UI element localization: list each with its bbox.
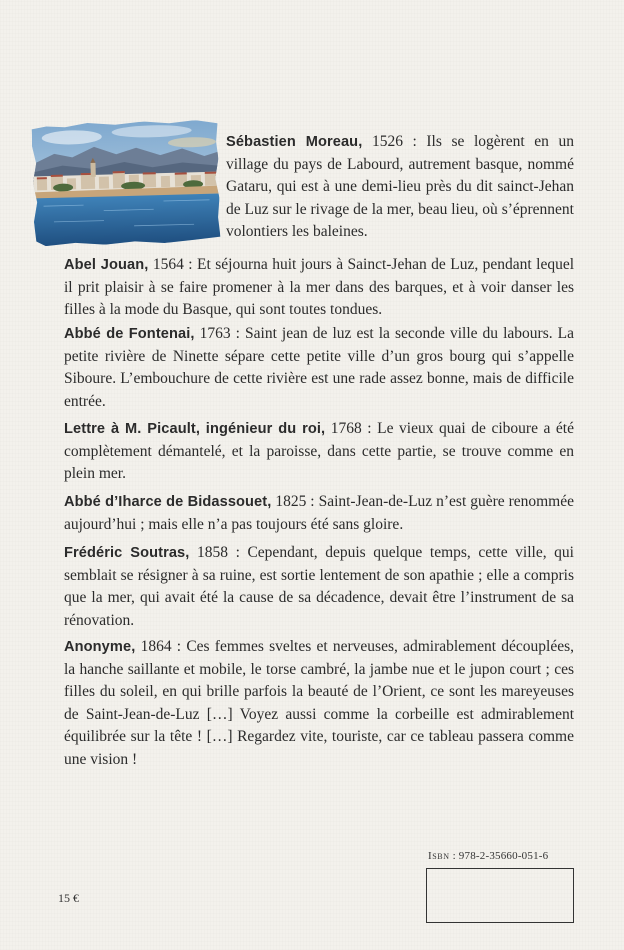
isbn-label: Isbn bbox=[428, 850, 450, 862]
quote-entry bbox=[64, 542, 574, 632]
barcode-box bbox=[426, 868, 574, 923]
quote-text: : Et séjourna huit jours à Sainct-Jehan de Luz, pendant lequel il prit plaisir à se faire promener à la mer dans des barques, et à voir danser les filles à la mode du Basque, qui sont toutes tondues. bbox=[64, 256, 575, 319]
author-name: Frédéric Soutras, bbox=[64, 545, 190, 561]
quote-text: : Ces femmes sveltes et nerveuses, admirablement découplées, la hanche saillante et mobile, le torse cambré, la jambe nue et le jupon court ; ces filles du soleil, en qui brille parfois la beauté de l’Orient, ce sont les mareyeuses de Saint-Jean-de-Luz […] Voyez aussi comme la corbeille est admirablement équilibrée sur la tête ! […] Regardez vite, touriste, car ce tableau passera comme une vision ! bbox=[64, 638, 574, 768]
author-year: 1864 bbox=[140, 638, 172, 655]
price-label: 15 € bbox=[58, 891, 79, 905]
quote-entry bbox=[64, 254, 574, 322]
harbor-town-photo bbox=[31, 120, 220, 247]
quote-entry bbox=[64, 636, 574, 772]
author-name: Anonyme, bbox=[64, 639, 136, 655]
quote-text: : Le vieux quai de ciboure a été complètement démantelé, et la paroisse, dans cette partie, se trouve comme en plein mer. bbox=[64, 420, 574, 483]
author-year: 1526 bbox=[371, 133, 403, 150]
author-year: 1825 bbox=[275, 493, 307, 510]
author-year: 1564 bbox=[152, 256, 184, 273]
author-year: 1768 bbox=[330, 420, 362, 437]
isbn-value: : 978-2-35660-051-6 bbox=[449, 850, 549, 862]
quote-entry bbox=[64, 491, 574, 536]
quote-entry bbox=[64, 418, 574, 486]
quote-text: : Cependant, depuis quelque temps, cette ville, qui semblait se résigner à sa ruine, est sortie lentement de son apathie ; elle a compris que la mer, qui avait été la cause de sa décadence, devait être l’instrument de sa rénovation. bbox=[64, 544, 574, 629]
quote-text: : Ils se logèrent en un village du pays de Labourd, autrement basque, nommé Gataru, qui est à une demi-lieu près du dit sainct-Jehan de Luz sur le rivage de la mer, beau lieu, où s’éprennent volontiers les baleines. bbox=[226, 133, 575, 241]
author-name: Abbé de Fontenai, bbox=[64, 326, 195, 342]
author-name: Abel Jouan, bbox=[64, 257, 149, 273]
author-name: Sébastien Moreau, bbox=[226, 134, 363, 150]
quote-entry bbox=[226, 131, 574, 244]
quote-text: : Saint-Jean-de-Luz n’est guère renommée aujourd’hui ; mais elle n’a pas toujours été sans gloire. bbox=[64, 493, 575, 533]
author-year: 1858 bbox=[197, 544, 229, 561]
quote-entry bbox=[64, 323, 574, 413]
quote-text: : Saint jean de luz est la seconde ville du labours. La petite rivière de Ninette sépare cette petite ville d’un gros bourg qui s’appelle Siboure. L’embouchure de cette rivière est une rade assez bonne, mais de difficile entrée. bbox=[64, 325, 575, 410]
isbn-line bbox=[428, 850, 548, 862]
author-name: Abbé d’Iharce de Bidassouet, bbox=[64, 494, 272, 510]
author-name: Lettre à M. Picault, ingénieur du roi, bbox=[64, 421, 326, 437]
author-year: 1763 bbox=[199, 325, 231, 342]
